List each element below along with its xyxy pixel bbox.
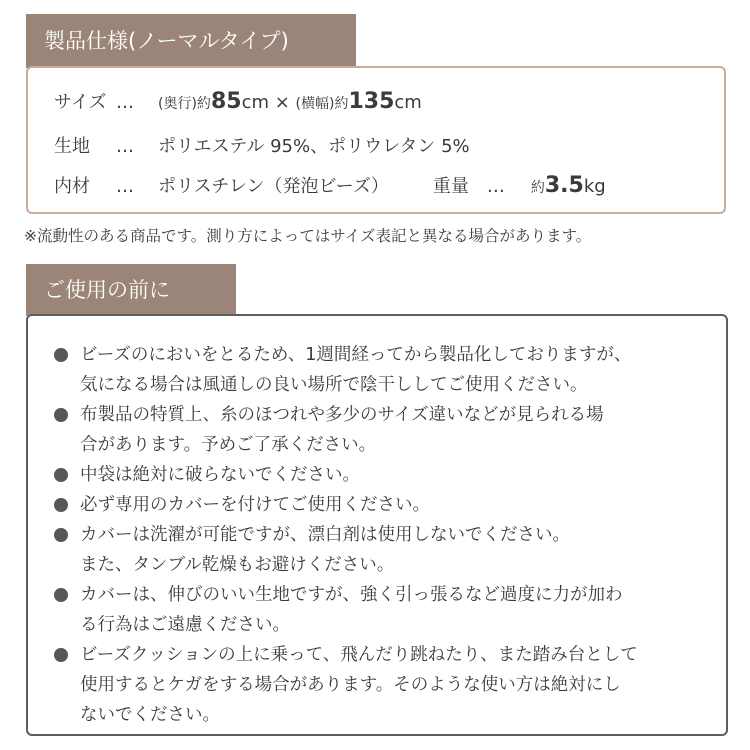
spec-label-fabric: 生地 xyxy=(54,136,90,157)
weight-unit: kg xyxy=(583,176,606,197)
bullet-icon xyxy=(54,648,68,662)
usage-section-title: ご使用の前に xyxy=(44,277,170,302)
list-item-line: 気になる場合は風通しの良い場所で陰干ししてご使用ください。 xyxy=(80,375,588,395)
list-item xyxy=(54,490,714,520)
width-value: 135 xyxy=(348,89,395,114)
list-item xyxy=(54,520,714,580)
spec-label-filling: 内材 xyxy=(54,176,90,197)
spec-dots: … xyxy=(116,92,134,113)
bullet-icon xyxy=(54,528,68,542)
list-item xyxy=(54,460,714,490)
width-prefix: (横幅)約 xyxy=(295,96,349,112)
list-item xyxy=(54,640,714,730)
list-item-line: 必ず専用のカバーを付けてご使用ください。 xyxy=(80,495,430,515)
bullet-icon xyxy=(54,588,68,602)
list-item-line: ないでください。 xyxy=(80,705,220,725)
list-item-line: カバーは、伸びのいい生地ですが、強く引っ張るなど過度に力が加わ xyxy=(80,585,623,605)
list-item-line: る行為はご遠慮ください。 xyxy=(80,615,290,635)
weight-prefix: 約 xyxy=(530,180,545,196)
usage-list xyxy=(54,340,714,730)
list-item xyxy=(54,400,714,460)
spec-dots: … xyxy=(486,176,505,197)
usage-section-tab xyxy=(26,264,236,316)
bullet-icon xyxy=(54,348,68,362)
list-item-line: ビーズのにおいをとるため、1週間経ってから製品化しておりますが、 xyxy=(80,345,632,365)
spec-label-weight: 重量 xyxy=(432,176,469,197)
list-item-line: カバーは洗濯が可能ですが、漂白剤は使用しないでください。 xyxy=(80,525,570,545)
bullet-icon xyxy=(54,468,68,482)
depth-unit: cm × xyxy=(241,92,296,113)
list-item-line: ビーズクッションの上に乗って、飛んだり跳ねたり、また踏み台として xyxy=(80,645,638,665)
list-item xyxy=(54,580,714,640)
spec-row-fabric xyxy=(54,132,470,158)
spec-section-title: 製品仕様(ノーマルタイプ) xyxy=(44,28,289,53)
depth-value: 85 xyxy=(210,89,242,114)
list-item-line: また、タンブル乾燥もお避けください。 xyxy=(80,555,395,575)
spec-box xyxy=(26,66,726,214)
weight-value: 3.5 xyxy=(544,173,584,198)
spec-value-fabric: ポリエステル 95%、ポリウレタン 5% xyxy=(158,136,470,157)
size-note: ※流動性のある商品です。測り方によってはサイズ表記と異なる場合があります。 xyxy=(24,227,592,245)
spec-row-size xyxy=(54,88,422,114)
usage-box xyxy=(26,314,728,736)
spec-section-tab xyxy=(26,14,356,68)
width-unit: cm xyxy=(394,92,422,113)
spec-dots: … xyxy=(116,136,134,157)
list-item xyxy=(54,340,714,400)
spec-row-filling xyxy=(54,172,606,198)
spec-label-size: サイズ xyxy=(54,92,107,113)
list-item-line: 合があります。予めご了承ください。 xyxy=(80,435,377,455)
spec-value-filling: ポリスチレン（発泡ビーズ） xyxy=(158,176,389,197)
list-item-line: 使用するとケガをする場合があります。そのような使い方は絶対にし xyxy=(80,675,621,695)
list-item-line: 中袋は絶対に破らないでください。 xyxy=(80,465,360,485)
bullet-icon xyxy=(54,498,68,512)
bullet-icon xyxy=(54,408,68,422)
list-item-line: 布製品の特質上、糸のほつれや多少のサイズ違いなどが見られる場 xyxy=(80,405,604,425)
spec-dots: … xyxy=(116,176,134,197)
depth-prefix: (奥行)約 xyxy=(158,96,211,112)
